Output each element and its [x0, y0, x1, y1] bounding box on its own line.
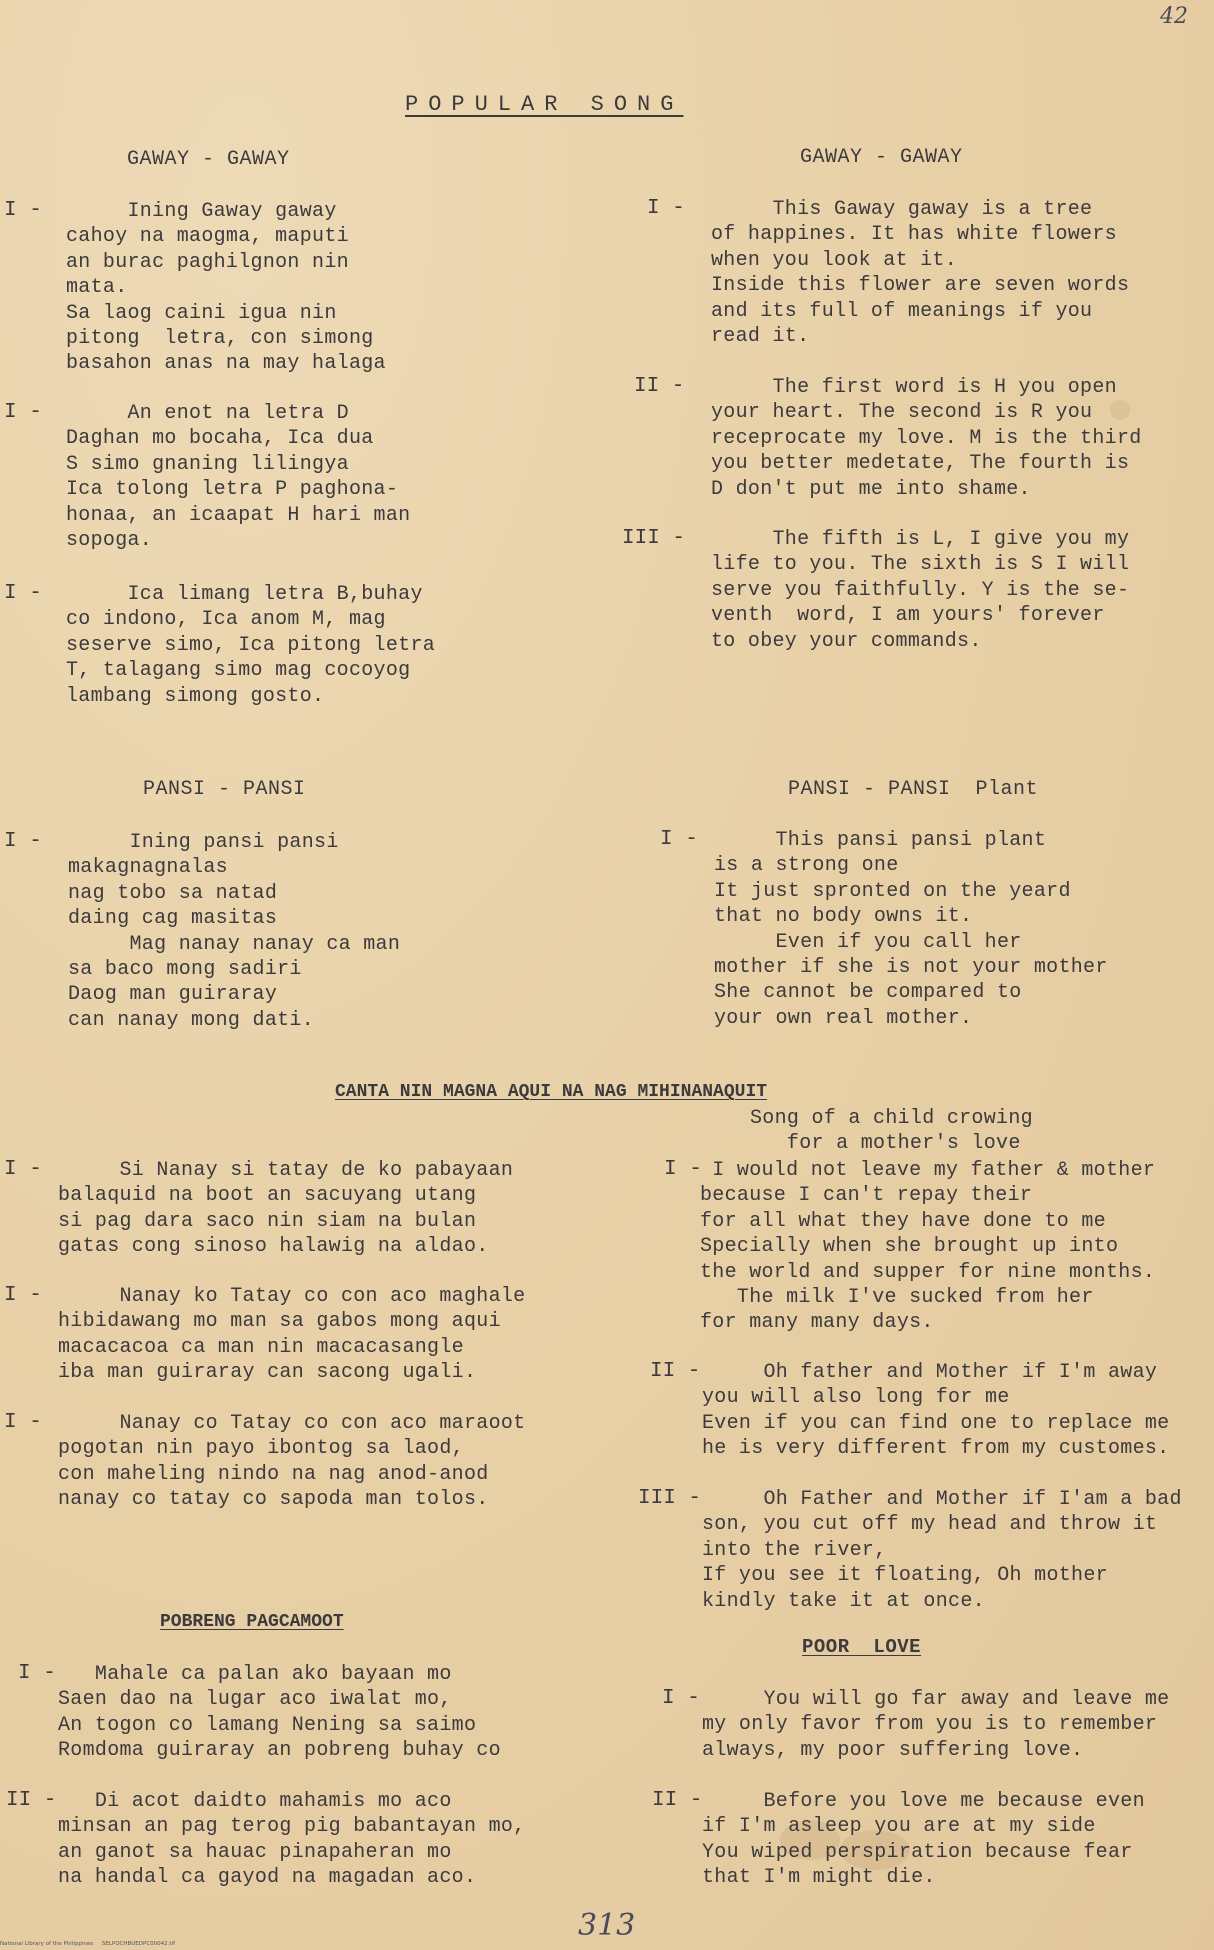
- verse-number: II -: [6, 1789, 57, 1812]
- verse-text: This pansi pansi plant is a strong one It just spronted on the yeard that no body owns it. Even if you call her mother if she is not your mother She cannot be compared to your own real mother.: [714, 829, 1108, 1030]
- verse-text: The fifth is L, I give you my life to you. The sixth is S I will serve you faithfully. Y is the se- venth word, I am yours' forever to obey your commands.: [711, 528, 1130, 653]
- verse-text: An enot na letra D Daghan mo bocaha, Ica dua S simo gnaning lilingya Ica tolong letra P paghona- honaa, an icaapat H hari man sopoga.: [66, 402, 411, 553]
- verse-text: Ica limang letra B,buhay co indono, Ica anom M, mag seserve simo, Ica pitong letra T, talagang simo mag cocoyog lambang simong gosto.: [66, 583, 436, 708]
- verse-number: II -: [652, 1789, 703, 1812]
- verse-number: I -: [662, 1687, 700, 1710]
- verse-number: III -: [638, 1487, 702, 1510]
- canta-title: CANTA NIN MAGNA AQUI NA NAG MIHINANAQUIT: [335, 1082, 768, 1102]
- verse-number: I -: [4, 1411, 42, 1434]
- verse-number: II -: [634, 375, 685, 398]
- verse-text: Si Nanay si tatay de ko pabayaan balaquid na boot an sacuyang utang si pag dara saco nin siam na bulan gatas cong sinoso halawig na aldao.: [58, 1159, 514, 1259]
- verse-number: I -: [4, 830, 42, 853]
- verse-text: Oh Father and Mother if I'am a bad son, you cut off my head and throw it into the river, If you see it floating, Oh mother kindly take it at once.: [702, 1488, 1182, 1613]
- verse-text: Oh father and Mother if I'm away you will also long for me Even if you can find one to replace me he is very different from my customes.: [702, 1361, 1170, 1461]
- verse-number: I -: [4, 199, 42, 222]
- verse-number: I -: [660, 828, 698, 851]
- gaway-left-title: GAWAY - GAWAY: [127, 148, 290, 171]
- pobreng-right-title: POOR LOVE: [802, 1636, 922, 1658]
- verse-number: I -: [647, 197, 685, 220]
- verse-number: II -: [650, 1360, 701, 1383]
- verse-number: I -: [4, 401, 42, 424]
- pansi-right-title: PANSI - PANSI Plant: [788, 778, 1039, 801]
- verse-text: Mahale ca palan ako bayaan mo Saen dao na lugar aco iwalat mo, An togon co lamang Nening sa saimo Romdoma guiraray an pobreng buhay co: [58, 1663, 501, 1763]
- pobreng-left-title: POBRENG PAGCAMOOT: [160, 1612, 344, 1632]
- verse-text: The first word is H you open your heart. The second is R you receprocate my love. M is the third you better medetate, The fourth is D don't put me into shame.: [711, 376, 1142, 501]
- verse-number: I -: [4, 1158, 42, 1181]
- page-corner-number: 42: [1160, 4, 1188, 29]
- verse-number: I -: [4, 582, 42, 605]
- verse-text: Nanay ko Tatay co con aco maghale hibidawang mo man sa gabos mong aqui macacacoa ca man nin macacasangle iba man guiraray can sacong ugali.: [58, 1285, 526, 1385]
- verse-text: I would not leave my father & mother because I can't repay their for all what they have done to me Specially when she brought up into the world and supper for nine months. The milk I've sucked from her for many many days.: [700, 1159, 1156, 1335]
- pansi-left-title: PANSI - PANSI: [143, 778, 306, 801]
- footer-note: National Library of the Philippines SELPOCHBUEDPC00042.tif: [0, 1941, 176, 1947]
- verse-number: I -: [4, 1284, 42, 1307]
- page-footer-number: 313: [578, 1908, 636, 1943]
- canta-right-subtitle: Song of a child crowing for a mother's love: [750, 1107, 1033, 1156]
- verse-text: Ining Gaway gaway cahoy na maogma, maputi an burac paghilgnon nin mata. Sa laog caini igua nin pitong letra, con simong basahon anas na may halaga: [66, 200, 386, 376]
- gaway-right-title: GAWAY - GAWAY: [800, 146, 963, 169]
- page-title: POPULAR SONG: [405, 92, 684, 117]
- verse-text: This Gaway gaway is a tree of happines. It has white flowers when you look at it. Inside this flower are seven words and its full of meanings if you read it.: [711, 198, 1130, 349]
- verse-text: Di acot daidto mahamis mo aco minsan an pag terog pig babantayan mo, an ganot sa hauac pinapaheran mo na handal ca gayod na magadan aco.: [58, 1790, 526, 1890]
- verse-text: Before you love me because even if I'm asleep you are at my side You wiped perspiration because fear that I'm might die.: [702, 1790, 1145, 1890]
- verse-number: I -: [664, 1158, 702, 1181]
- verse-number: I -: [18, 1662, 56, 1685]
- verse-text: You will go far away and leave me my only favor from you is to remember always, my poor suffering love.: [702, 1688, 1170, 1762]
- verse-number: III -: [622, 527, 686, 550]
- verse-text: Nanay co Tatay co con aco maraoot pogotan nin payo ibontog sa laod, con maheling nindo na nag anod-anod nanay co tatay co sapoda man tolos.: [58, 1412, 526, 1512]
- verse-text: Ining pansi pansi makagnagnalas nag tobo sa natad daing cag masitas Mag nanay nanay ca man sa baco mong sadiri Daog man guiraray can nanay mong dati.: [68, 831, 401, 1032]
